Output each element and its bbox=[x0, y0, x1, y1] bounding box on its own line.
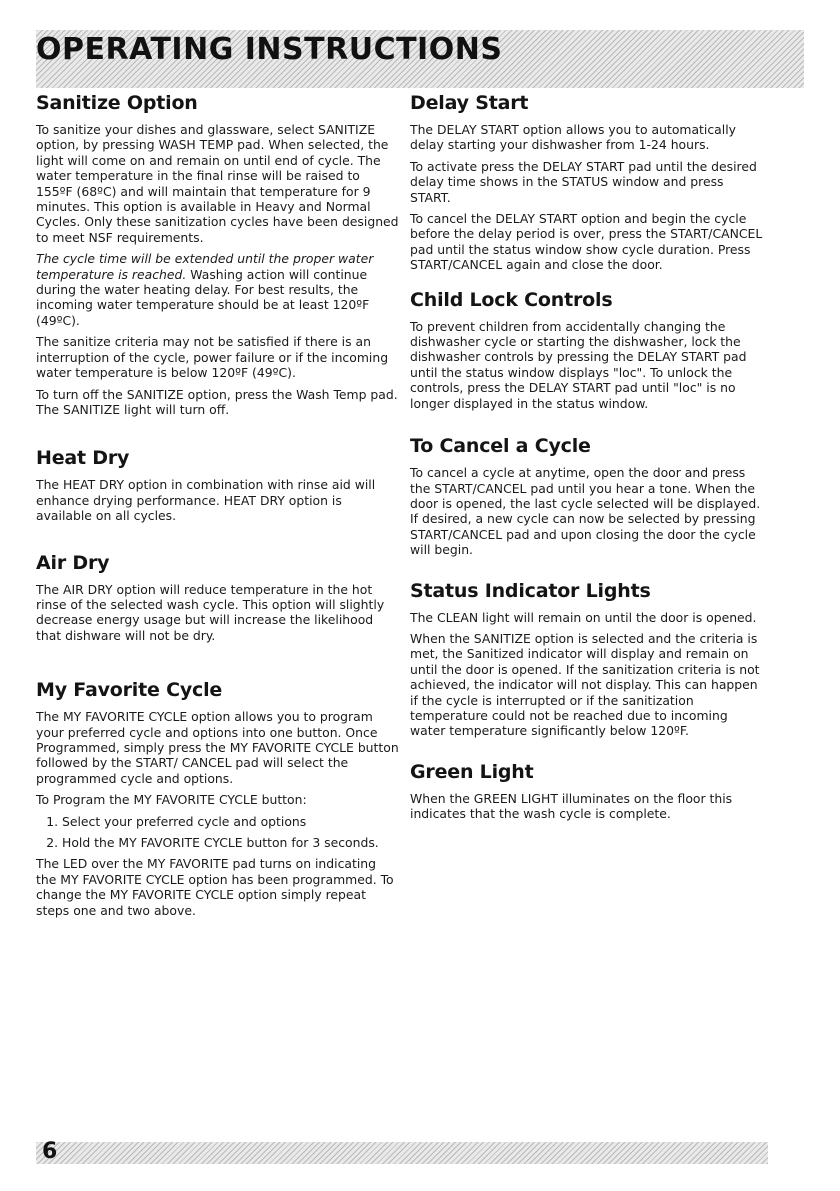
paragraph: The LED over the MY FAVORITE pad turns on indicating the MY FAVORITE CYCLE option has been programmed. To change the MY FAVORITE CYCLE option simply repeat steps one and two above. bbox=[36, 856, 394, 918]
section-delay-start bbox=[410, 92, 766, 273]
section-heading: To Cancel a Cycle bbox=[410, 435, 591, 458]
section-cancel-cycle bbox=[410, 435, 766, 557]
right-column bbox=[410, 92, 766, 828]
paragraph bbox=[36, 251, 400, 328]
section-sanitize-option bbox=[36, 92, 400, 417]
steps-list bbox=[36, 814, 400, 851]
paragraph: To prevent children from accidentally changing the dishwasher cycle or starting the dishwasher, lock the dishwasher controls by pressing the DELAY START pad until the status window displays "loc". To unlock the controls, press the DELAY START pad until "loc" is no longer displayed in the status window. bbox=[410, 318, 747, 411]
paragraph: To sanitize your dishes and glassware, select SANITIZE option, by pressing WASH TEMP pad. When selected, the light will come on and remain on until end of cycle. The water temperature in the final rinse will be raised to 155ºF (68ºC) and will maintain that temperature for 9 minutes. This option is available in Heavy and Normal Cycles. Only these sanitization cycles have been designed to meet NSF requirements. bbox=[36, 122, 399, 245]
paragraph: The MY FAVORITE CYCLE option allows you to program your preferred cycle and options into one button. Once Programmed, simply press the MY FAVORITE CYCLE button followed by the START/ CANCEL pad will select the programmed cycle and options. bbox=[36, 709, 399, 786]
section-heat-dry bbox=[36, 447, 400, 523]
section-heading: My Favorite Cycle bbox=[36, 679, 223, 702]
paragraph: To turn off the SANITIZE option, press the Wash Temp pad. The SANITIZE light will turn off. bbox=[36, 386, 398, 417]
paragraph: The sanitize criteria may not be satisfied if there is an interruption of the cycle, power failure or if the incoming water temperature is below 120ºF (49ºC). bbox=[36, 334, 389, 381]
paragraph: To cancel the DELAY START option and begin the cycle before the delay period is over, press the START/CANCEL pad until the status window show cycle duration. Press START/CANCEL again and close the door. bbox=[410, 211, 763, 273]
paragraph: When the SANITIZE option is selected and the criteria is met, the Sanitized indicator will display and remain on until the door is opened. If the sanitization criteria is not achieved, the indicator will not display. This can happen if the cycle is interrupted or if the sanitization temperature could not be reached due to incoming water temperature significantly below 120ºF. bbox=[410, 630, 760, 739]
section-heading: Delay Start bbox=[410, 92, 529, 114]
paragraph: To activate press the DELAY START pad until the desired delay time shows in the STATUS window and press START. bbox=[410, 158, 757, 205]
section-status-indicator-lights bbox=[410, 580, 766, 739]
header-banner bbox=[36, 30, 804, 88]
list-item: 1. Select your preferred cycle and options bbox=[62, 814, 400, 829]
paragraph: To cancel a cycle at anytime, open the door and press the START/CANCEL pad until you hear a tone. When the door is opened, the last cycle selected will be displayed. If desired, a new cycle can now be selected by pressing START/CANCEL pad and upon closing the door the cycle will begin. bbox=[410, 465, 761, 558]
section-child-lock-controls bbox=[410, 289, 766, 411]
section-air-dry bbox=[36, 552, 400, 644]
italic-note: The cycle time will be extended until the proper water temperature is reached. bbox=[36, 251, 374, 282]
section-green-light bbox=[410, 761, 766, 822]
list-item: 2. Hold the MY FAVORITE CYCLE button for 3 seconds. bbox=[62, 835, 400, 850]
paragraph: The CLEAN light will remain on until the door is opened. bbox=[410, 609, 757, 625]
paragraph-text: Washing action will continue during the water heating delay. For best results, the incoming water temperature should be at least 120ºF (49ºC). bbox=[36, 266, 370, 328]
section-heading: Status Indicator Lights bbox=[410, 579, 651, 602]
page-number: 6 bbox=[42, 1139, 58, 1164]
paragraph: When the GREEN LIGHT illuminates on the floor this indicates that the wash cycle is complete. bbox=[410, 790, 733, 822]
footer-band bbox=[36, 1139, 768, 1164]
paragraph: The AIR DRY option will reduce temperature in the hot rinse of the selected wash cycle. This option will slightly decrease energy usage but will increase the likelihood that dishware will not be dry. bbox=[36, 581, 385, 643]
section-heading: Green Light bbox=[410, 760, 534, 783]
section-heading: Child Lock Controls bbox=[410, 288, 613, 311]
section-heading: Sanitize Option bbox=[36, 92, 198, 114]
section-heading: Air Dry bbox=[36, 551, 110, 574]
paragraph: The HEAT DRY option in combination with rinse aid will enhance drying performance. HEAT DRY option is available on all cycles. bbox=[36, 477, 376, 524]
section-my-favorite-cycle bbox=[36, 679, 400, 918]
page-title: OPERATING INSTRUCTIONS bbox=[36, 32, 503, 67]
section-heading: Heat Dry bbox=[36, 447, 130, 470]
left-column bbox=[36, 92, 400, 924]
paragraph: To Program the MY FAVORITE CYCLE button: bbox=[36, 792, 307, 808]
paragraph: The DELAY START option allows you to automatically delay starting your dishwasher from 1-24 hours. bbox=[410, 122, 736, 153]
